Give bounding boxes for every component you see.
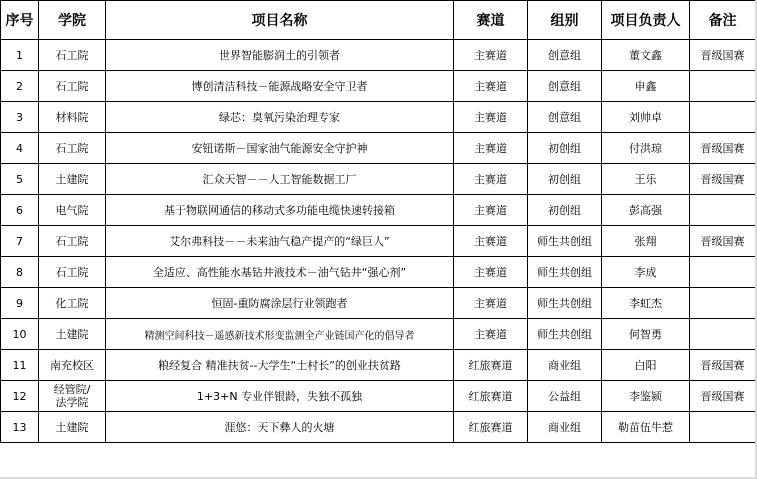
- cell-track[interactable]: 主赛道: [454, 102, 528, 133]
- cell-remark[interactable]: 晋级国赛: [690, 40, 756, 71]
- cell-remark[interactable]: 晋级国赛: [690, 164, 756, 195]
- cell-track[interactable]: 红旅赛道: [454, 412, 528, 443]
- header-track: 赛道: [454, 1, 528, 40]
- cell-college[interactable]: 化工院: [39, 288, 106, 319]
- table-row: [1, 319, 756, 350]
- cell-index[interactable]: 1: [1, 40, 39, 71]
- cell-leader[interactable]: 付洪琼: [602, 133, 690, 164]
- header-row: [1, 1, 756, 40]
- cell-group[interactable]: 初创组: [528, 164, 602, 195]
- cell-project-name[interactable]: 精测空间科技－遥感新技术形变监测全产业链国产化的倡导者: [106, 319, 454, 350]
- cell-leader[interactable]: 白阳: [602, 350, 690, 381]
- cell-project-name[interactable]: 艾尔弗科技－－未来油气稳产提产的“绿巨人”: [106, 226, 454, 257]
- cell-group[interactable]: 师生共创组: [528, 288, 602, 319]
- cell-index[interactable]: 2: [1, 71, 39, 102]
- header-project-name: 项目名称: [106, 1, 454, 40]
- cell-college[interactable]: 南充校区: [39, 350, 106, 381]
- cell-project-name[interactable]: 博创清洁科技－能源战略安全守卫者: [106, 71, 454, 102]
- cell-track[interactable]: 主赛道: [454, 195, 528, 226]
- cell-college[interactable]: 电气院: [39, 195, 106, 226]
- cell-college[interactable]: 经管院/ 法学院: [39, 381, 106, 412]
- cell-leader[interactable]: 李成: [602, 257, 690, 288]
- cell-group[interactable]: 初创组: [528, 133, 602, 164]
- cell-leader[interactable]: 刘帅卓: [602, 102, 690, 133]
- table-row: [1, 195, 756, 226]
- table-row: [1, 164, 756, 195]
- cell-college[interactable]: 土建院: [39, 319, 106, 350]
- cell-remark[interactable]: [690, 195, 756, 226]
- table-row: [1, 226, 756, 257]
- cell-leader[interactable]: 王乐: [602, 164, 690, 195]
- header-college: 学院: [39, 1, 106, 40]
- table-row: [1, 71, 756, 102]
- cell-project-name[interactable]: 恒固-重防腐涂层行业领跑者: [106, 288, 454, 319]
- header-group: 组别: [528, 1, 602, 40]
- cell-project-name[interactable]: 世界智能膨润土的引领者: [106, 40, 454, 71]
- cell-remark[interactable]: [690, 71, 756, 102]
- cell-project-name[interactable]: 涯悠：天下彝人的火塘: [106, 412, 454, 443]
- cell-remark[interactable]: 晋级国赛: [690, 350, 756, 381]
- cell-project-name[interactable]: 1+3+N 专业伴银龄，失独不孤独: [106, 381, 454, 412]
- cell-leader[interactable]: 李鉴颍: [602, 381, 690, 412]
- cell-college[interactable]: 石工院: [39, 133, 106, 164]
- table-row: [1, 257, 756, 288]
- cell-group[interactable]: 师生共创组: [528, 319, 602, 350]
- cell-group[interactable]: 初创组: [528, 195, 602, 226]
- table-row: [1, 133, 756, 164]
- cell-college[interactable]: 石工院: [39, 226, 106, 257]
- cell-index[interactable]: 12: [1, 381, 39, 412]
- cell-track[interactable]: 主赛道: [454, 288, 528, 319]
- cell-project-name[interactable]: 基于物联网通信的移动式多功能电缆快速转接箱: [106, 195, 454, 226]
- cell-project-name[interactable]: 绿芯：臭氧污染治理专家: [106, 102, 454, 133]
- cell-remark[interactable]: [690, 288, 756, 319]
- cell-index[interactable]: 7: [1, 226, 39, 257]
- cell-index[interactable]: 9: [1, 288, 39, 319]
- cell-group[interactable]: 创意组: [528, 102, 602, 133]
- cell-track[interactable]: 主赛道: [454, 40, 528, 71]
- cell-project-name[interactable]: 粮经复合 精准扶贫--大学生“土村长”的创业扶贫路: [106, 350, 454, 381]
- cell-project-name[interactable]: 全适应、高性能水基钻井液技术－油气钻井“强心剂”: [106, 257, 454, 288]
- cell-remark[interactable]: [690, 412, 756, 443]
- cell-group[interactable]: 商业组: [528, 412, 602, 443]
- cell-leader[interactable]: 董文鑫: [602, 40, 690, 71]
- cell-track[interactable]: 主赛道: [454, 71, 528, 102]
- cell-group[interactable]: 创意组: [528, 71, 602, 102]
- cell-track[interactable]: 红旅赛道: [454, 350, 528, 381]
- table-row: [1, 350, 756, 381]
- cell-index[interactable]: 13: [1, 412, 39, 443]
- cell-remark[interactable]: [690, 319, 756, 350]
- cell-group[interactable]: 创意组: [528, 40, 602, 71]
- cell-group[interactable]: 公益组: [528, 381, 602, 412]
- cell-track[interactable]: 主赛道: [454, 226, 528, 257]
- cell-group[interactable]: 商业组: [528, 350, 602, 381]
- cell-college[interactable]: 土建院: [39, 412, 106, 443]
- cell-group[interactable]: 师生共创组: [528, 226, 602, 257]
- cell-project-name[interactable]: 汇众天智－－人工智能数据工厂: [106, 164, 454, 195]
- cell-leader[interactable]: 勒苗伍牛惹: [602, 412, 690, 443]
- cell-track[interactable]: 主赛道: [454, 319, 528, 350]
- table-row: [1, 412, 756, 443]
- cell-college[interactable]: 石工院: [39, 40, 106, 71]
- cell-remark[interactable]: [690, 257, 756, 288]
- cell-college[interactable]: 石工院: [39, 257, 106, 288]
- cell-remark[interactable]: 晋级国赛: [690, 381, 756, 412]
- header-leader: 项目负责人: [602, 1, 690, 40]
- cell-track[interactable]: 主赛道: [454, 257, 528, 288]
- cell-track[interactable]: 红旅赛道: [454, 381, 528, 412]
- cell-remark[interactable]: 晋级国赛: [690, 226, 756, 257]
- cell-track[interactable]: 主赛道: [454, 164, 528, 195]
- table-row: [1, 381, 756, 412]
- cell-index[interactable]: 8: [1, 257, 39, 288]
- cell-index[interactable]: 3: [1, 102, 39, 133]
- cell-leader[interactable]: 李虹杰: [602, 288, 690, 319]
- cell-index[interactable]: 5: [1, 164, 39, 195]
- header-remark: 备注: [690, 1, 756, 40]
- cell-index[interactable]: 10: [1, 319, 39, 350]
- table-row: [1, 288, 756, 319]
- table-row: [1, 102, 756, 133]
- cell-index[interactable]: 4: [1, 133, 39, 164]
- cell-college[interactable]: 石工院: [39, 71, 106, 102]
- cell-leader[interactable]: 何智勇: [602, 319, 690, 350]
- cell-remark[interactable]: [690, 102, 756, 133]
- table-row: [1, 40, 756, 71]
- cell-college[interactable]: 材料院: [39, 102, 106, 133]
- cell-index[interactable]: 6: [1, 195, 39, 226]
- cell-leader[interactable]: 申鑫: [602, 71, 690, 102]
- cell-track[interactable]: 主赛道: [454, 133, 528, 164]
- cell-leader[interactable]: 张翔: [602, 226, 690, 257]
- cell-remark[interactable]: 晋级国赛: [690, 133, 756, 164]
- cell-index[interactable]: 11: [1, 350, 39, 381]
- cell-college[interactable]: 土建院: [39, 164, 106, 195]
- header-index: 序号: [1, 1, 39, 40]
- cell-project-name[interactable]: 安钮诺斯－国家油气能源安全守护神: [106, 133, 454, 164]
- cell-leader[interactable]: 彭高强: [602, 195, 690, 226]
- cell-group[interactable]: 师生共创组: [528, 257, 602, 288]
